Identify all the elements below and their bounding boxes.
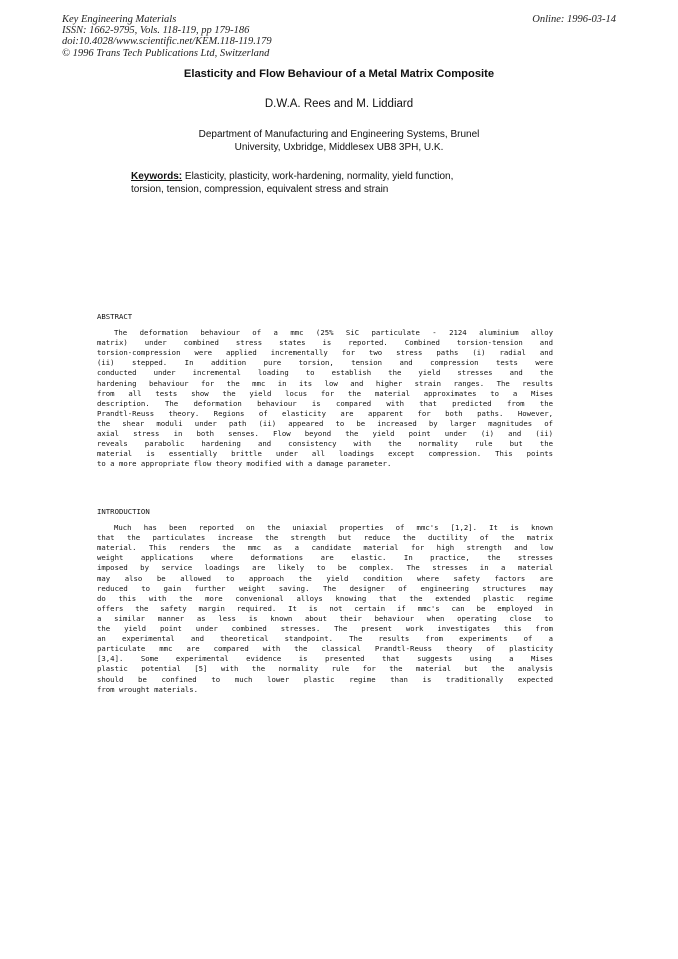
- publication-header: [62, 14, 272, 59]
- introduction-line: material. This renders the mmc as a candidate material for high strength and low: [97, 543, 553, 553]
- abstract-section: [97, 312, 553, 469]
- abstract-line: hardening behaviour for the mmc in its low and higher strain ranges. The results: [97, 378, 553, 388]
- introduction-section: [97, 507, 553, 695]
- abstract-line: material is essentially brittle under all loadings except compression. This points: [97, 449, 553, 459]
- online-date: Online: 1996-03-14: [532, 14, 616, 25]
- abstract-line: matrix) under combined stress states is reported. Combined torsion-tension and: [97, 338, 553, 348]
- abstract-line: description. The deformation behaviour is compared with that predicted from the: [97, 398, 553, 408]
- keywords-text: Elasticity, plasticity, work-hardening, normality, yield function,: [182, 171, 454, 182]
- introduction-line: particulate mmc are compared with the classical Prandtl-Reuss theory of plasticity: [97, 644, 553, 654]
- introduction-line: that the particulates increase the strength but reduce the ductility of the matrix: [97, 533, 553, 543]
- issn-line: ISSN: 1662-9795, Vols. 118-119, pp 179-186: [62, 25, 250, 37]
- abstract-line: from all tests show the yield locus for the material approximates to a Mises: [97, 388, 553, 398]
- keywords-label: Keywords:: [131, 171, 183, 182]
- introduction-heading: INTRODUCTION: [97, 507, 150, 516]
- paper-authors: D.W.A. Rees and M. Liddiard: [264, 98, 414, 110]
- abstract-line: (ii) stepped. In addition pure torsion, tension and compression tests were: [97, 358, 553, 368]
- abstract-line: the shear moduli under path (ii) appeared to be increased by larger magnitudes of: [97, 418, 553, 428]
- affiliation-line: University, Uxbridge, Middlesex UB8 3PH, U.K.: [234, 142, 444, 153]
- abstract-heading: ABSTRACT: [97, 312, 133, 321]
- paper-title: Elasticity and Flow Behaviour of a Metal Matrix Composite: [183, 68, 495, 80]
- introduction-line: weight applications where deformations are elastic. In practice, the stresses: [97, 553, 553, 563]
- abstract-line: Prandtl-Reuss theory. Regions of elasticity are apparent for both paths. However,: [97, 408, 553, 418]
- introduction-line: the yield point under combined stresses. The present work investigates this from: [97, 624, 553, 634]
- introduction-line: reduced to gain further weight saving. The designer of engineering structures may: [97, 583, 553, 593]
- introduction-line: may also be allowed to approach the yield condition where safety factors are: [97, 573, 553, 583]
- abstract-line: conducted under incremental loading to establish the yield stresses and the: [97, 368, 553, 378]
- abstract-line: The deformation behaviour of a mmc (25% SiC particulate - 2124 aluminium alloy: [114, 328, 553, 338]
- introduction-line: from wrought materials.: [97, 684, 199, 694]
- introduction-line: an experimental and theoretical standpoint. The results from experiments of a: [97, 634, 553, 644]
- copyright-line: © 1996 Trans Tech Publications Ltd, Switzerland: [62, 47, 270, 59]
- doi-line: doi:10.4028/www.scientific.net/KEM.118-119.179: [62, 36, 272, 48]
- abstract-line: axial stress in both senses. Flow beyond the yield point under (i) and (ii): [97, 429, 553, 439]
- introduction-line: offers the safety margin required. It is not certain if mmc's can be employed in: [97, 603, 553, 613]
- introduction-line: a similar manner as less is known about their behaviour when operating close to: [97, 613, 553, 623]
- introduction-line: should be confined to much lower plastic regime than is traditionally expected: [97, 674, 553, 684]
- affiliation: [0, 128, 678, 154]
- introduction-line: imposed by service loadings are likely to be complex. The stresses in a material: [97, 563, 553, 573]
- abstract-line: reveals parabolic hardening and consistency with the normality rule but the: [97, 439, 553, 449]
- introduction-line: plastic potential [5] with the normality rule for the material but the analysis: [97, 664, 553, 674]
- introduction-line: [3,4]. Some experimental evidence is presented that suggests using a Mises: [97, 654, 553, 664]
- introduction-line: do this with the more convenional alloys knowing that the extended plastic regime: [97, 593, 553, 603]
- journal-name: Key Engineering Materials: [62, 14, 177, 25]
- keywords-block: [131, 170, 551, 196]
- introduction-line: Much has been reported on the uniaxial properties of mmc's [1,2]. It is known: [114, 523, 553, 533]
- affiliation-line: Department of Manufacturing and Engineering Systems, Brunel: [198, 129, 480, 140]
- abstract-line: to a more appropriate flow theory modified with a damage parameter.: [97, 459, 392, 469]
- abstract-line: torsion-compression were applied incrementally for two stress paths (i) radial and: [97, 348, 553, 358]
- keywords-text: torsion, tension, compression, equivalent stress and strain: [131, 184, 389, 195]
